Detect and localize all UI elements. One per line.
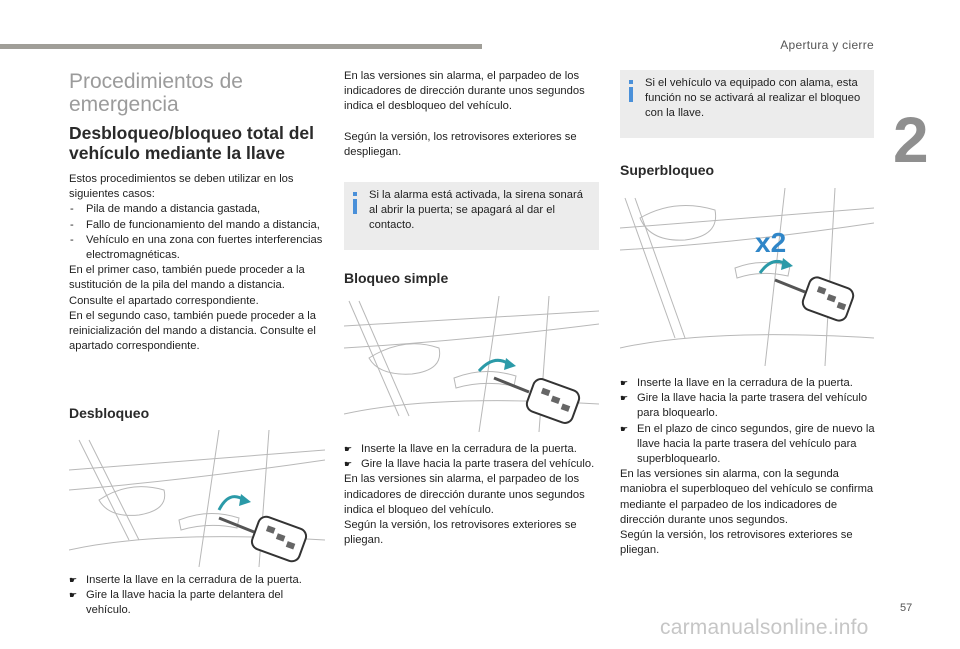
case-item: - Vehículo en una zona con fuertes interferencias electromagnéticas.: [70, 233, 323, 262]
intro-text: Estos procedimientos se deben utilizar en los siguientes casos:: [69, 173, 294, 201]
page-title: Procedimientos de emergencia: [69, 70, 243, 116]
paragraph: Según la versión, los retrovisores exteriores se despliegan.: [344, 130, 577, 158]
x2-badge: x2: [755, 227, 787, 258]
step-item: ☛ En el plazo de cinco segundos, gire de nuevo la llave hacia la parte trasera del vehículo para superbloquearlo.: [620, 422, 875, 466]
case-item: - Fallo de funcionamiento del mando a distancia,: [70, 218, 320, 231]
finger-pointer-icon: ☛: [69, 590, 78, 601]
section-subtitle: Desbloqueo/bloqueo total del vehículo mediante la llave: [69, 123, 314, 163]
paragraph: En las versiones sin alarma, con la segunda maniobra el superbloqueo del vehículo se confirma mediante el parpadeo de los indicadores de dirección durante unos segundos.: [620, 468, 874, 526]
info-text: Si la alarma está activada, la sirena sonará al abrir la puerta; se apagará al dar el contacto.: [369, 189, 583, 232]
bloqueo-illustration: [344, 296, 599, 432]
superbloqueo-text: [620, 376, 876, 558]
bloqueo-heading: Bloqueo simple: [344, 270, 449, 286]
step-item: ☛ Inserte la llave en la cerradura de la puerta.: [344, 442, 599, 457]
info-box-alarm: [344, 182, 599, 250]
superbloqueo-heading-wrap: [620, 163, 874, 178]
paragraph: Según la versión, los retrovisores exteriores se pliegan.: [620, 529, 853, 557]
finger-pointer-icon: ☛: [344, 459, 353, 470]
desbloqueo-heading-wrap: [69, 406, 327, 421]
watermark: carmanualsonline.info: [660, 616, 869, 639]
finger-pointer-icon: ☛: [620, 393, 629, 404]
paragraph: En las versiones sin alarma, el parpadeo de los indicadores de dirección durante unos segundos indica el bloqueo del vehículo.: [344, 473, 585, 516]
step-item: ☛ Gire la llave hacia la parte trasera del vehículo.: [344, 457, 599, 472]
chapter-number: 2: [893, 104, 929, 176]
info-icon: [350, 192, 360, 214]
paragraph: En el segundo caso, también puede proceder a la reinicialización del mando a distancia. Consulte el apartado correspondiente.: [69, 309, 316, 353]
column-1: [69, 70, 327, 354]
info-text: Si el vehículo va equipado con alama, esta función no se activará al realizar el bloqueo con la llave.: [645, 77, 861, 120]
step-item: ☛ Inserte la llave en la cerradura de la puerta.: [69, 573, 327, 588]
header-rule: [0, 44, 482, 49]
column-2-top: [344, 69, 599, 160]
bloqueo-heading-wrap: [344, 271, 599, 286]
desbloqueo-illustration: [69, 430, 325, 567]
superbloqueo-illustration: [620, 188, 874, 366]
step-item: ☛ Gire la llave hacia la parte delantera del vehículo.: [69, 589, 284, 617]
bloqueo-text: [344, 442, 599, 548]
info-box-superbloqueo: [620, 70, 874, 138]
paragraph: En las versiones sin alarma, el parpadeo de los indicadores de dirección durante unos segundos indica el desbloqueo del vehículo.: [344, 70, 585, 113]
desbloqueo-heading: Desbloqueo: [69, 405, 150, 421]
section-label: Apertura y cierre: [780, 38, 874, 52]
step-item: ☛ Inserte la llave en la cerradura de la puerta.: [620, 376, 876, 391]
step-item: ☛ Gire la llave hacia la parte trasera del vehículo para bloquearlo.: [620, 392, 868, 420]
desbloqueo-steps: [69, 573, 327, 619]
finger-pointer-icon: ☛: [344, 444, 353, 454]
case-item: - Pila de mando a distancia gastada,: [70, 203, 261, 216]
superbloqueo-heading: Superbloqueo: [620, 162, 715, 178]
finger-pointer-icon: ☛: [620, 378, 629, 388]
paragraph: Según la versión, los retrovisores exteriores se pliegan.: [344, 519, 577, 547]
paragraph: En el primer caso, también puede proceder a la sustitución de la pila del mando a distancia. Consulte el apartado correspondiente.: [69, 264, 305, 307]
page-number: 57: [900, 602, 913, 614]
info-icon: [626, 80, 636, 102]
finger-pointer-icon: ☛: [620, 423, 629, 434]
finger-pointer-icon: ☛: [69, 575, 78, 585]
